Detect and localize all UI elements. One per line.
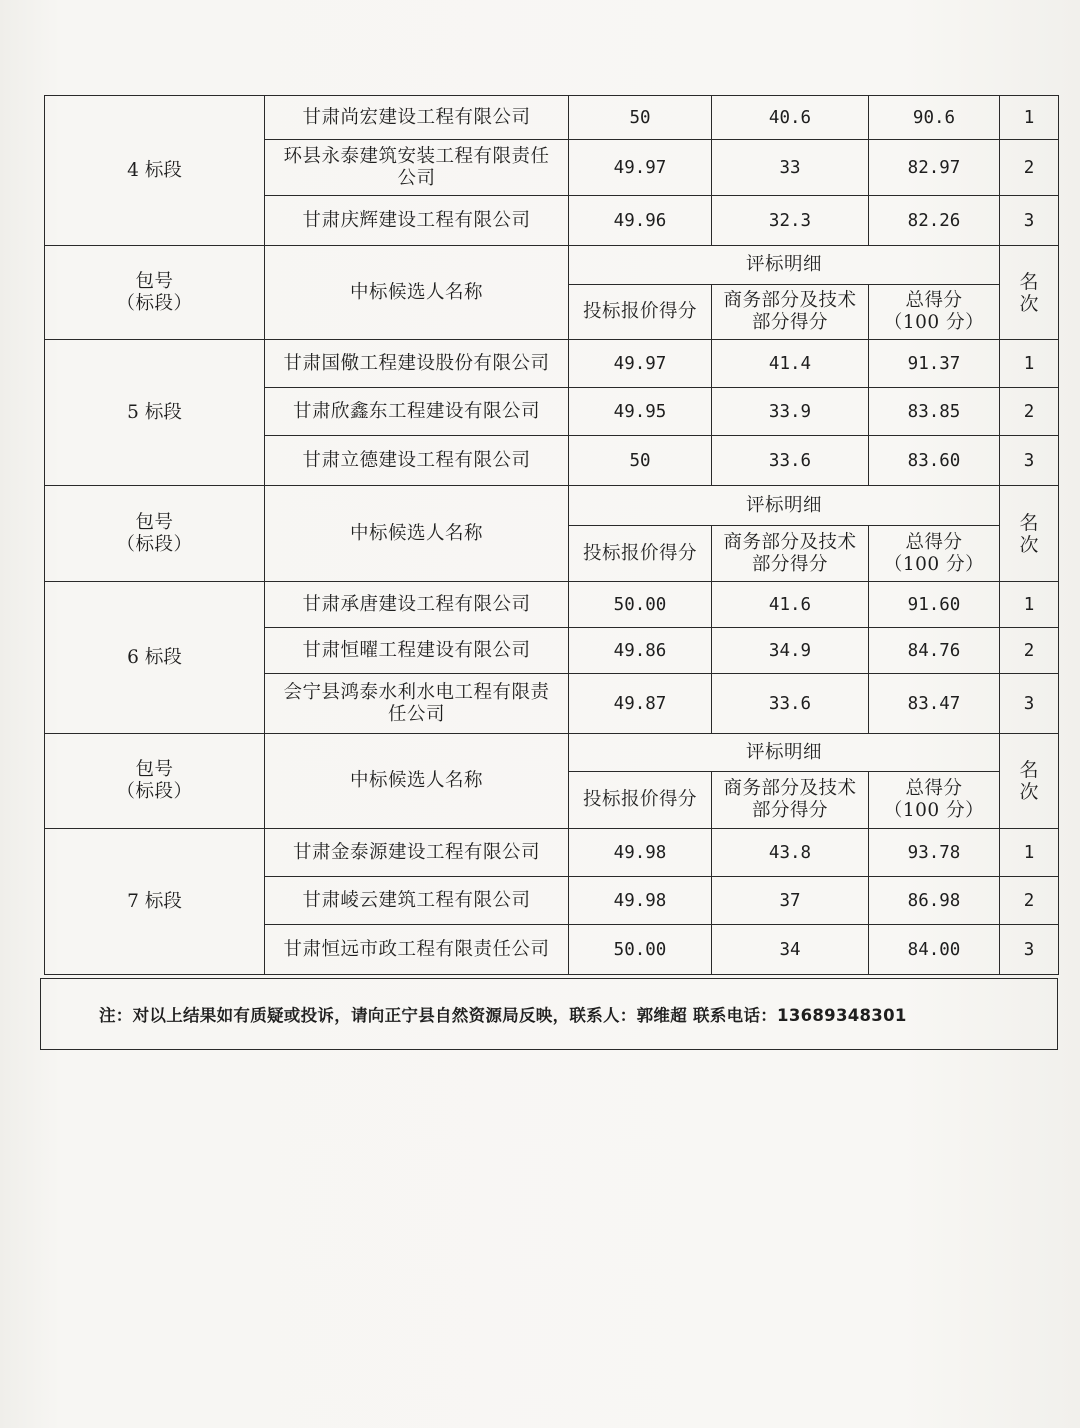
candidate-name: 甘肃金泰源建设工程有限公司 [265, 829, 569, 877]
price-score: 49.87 [569, 674, 712, 734]
business-tech-score: 34.9 [712, 628, 869, 674]
business-tech-score: 32.3 [712, 196, 869, 246]
header-row [45, 734, 1059, 772]
total-score: 84.76 [869, 628, 1000, 674]
price-score: 49.86 [569, 628, 712, 674]
candidate-name: 环县永泰建筑安装工程有限责任 公司 [265, 140, 569, 196]
table-body [45, 96, 1059, 975]
header-row [45, 486, 1059, 526]
business-tech-score: 40.6 [712, 96, 869, 140]
total-score: 83.60 [869, 436, 1000, 486]
price-score-header: 投标报价得分 [569, 526, 712, 582]
business-tech-score: 41.4 [712, 340, 869, 388]
price-score: 50.00 [569, 582, 712, 628]
candidate-header: 中标候选人名称 [265, 486, 569, 582]
price-score-header: 投标报价得分 [569, 285, 712, 340]
price-score: 50 [569, 96, 712, 140]
rank-header: 名 次 [1000, 734, 1059, 829]
business-tech-score: 41.6 [712, 582, 869, 628]
complaint-note [40, 978, 1058, 1050]
section-label: 5 标段 [45, 340, 265, 486]
total-score: 90.6 [869, 96, 1000, 140]
rank: 1 [1000, 582, 1059, 628]
note-text: 注：对以上结果如有质疑或投诉，请向正宁县自然资源局反映，联系人：郭维超 联系电话：13689348301 [99, 1006, 907, 1025]
table-row [45, 340, 1059, 388]
section-label: 4 标段 [45, 96, 265, 246]
total-score: 86.98 [869, 877, 1000, 925]
price-score: 49.98 [569, 877, 712, 925]
candidate-name: 甘肃承唐建设工程有限公司 [265, 582, 569, 628]
business-tech-score: 34 [712, 925, 869, 975]
business-tech-header: 商务部分及技术 部分得分 [712, 772, 869, 829]
business-tech-score: 37 [712, 877, 869, 925]
table-row [45, 582, 1059, 628]
candidate-name: 甘肃恒远市政工程有限责任公司 [265, 925, 569, 975]
candidate-name: 甘肃庆辉建设工程有限公司 [265, 196, 569, 246]
bid-result-table [44, 95, 1059, 975]
rank: 2 [1000, 388, 1059, 436]
header-row [45, 246, 1059, 285]
rank: 1 [1000, 829, 1059, 877]
rank: 3 [1000, 925, 1059, 975]
total-score: 82.26 [869, 196, 1000, 246]
total-score: 93.78 [869, 829, 1000, 877]
price-score-header: 投标报价得分 [569, 772, 712, 829]
package-header: 包号 （标段） [45, 734, 265, 829]
rank: 2 [1000, 877, 1059, 925]
table-row [45, 829, 1059, 877]
rank: 3 [1000, 436, 1059, 486]
rank: 3 [1000, 674, 1059, 734]
business-tech-score: 43.8 [712, 829, 869, 877]
rank: 1 [1000, 340, 1059, 388]
business-tech-score: 33 [712, 140, 869, 196]
total-score: 91.37 [869, 340, 1000, 388]
candidate-name: 甘肃恒曜工程建设有限公司 [265, 628, 569, 674]
candidate-name: 甘肃立德建设工程有限公司 [265, 436, 569, 486]
total-score: 84.00 [869, 925, 1000, 975]
total-score: 83.47 [869, 674, 1000, 734]
business-tech-header: 商务部分及技术 部分得分 [712, 285, 869, 340]
business-tech-score: 33.6 [712, 674, 869, 734]
section-label: 6 标段 [45, 582, 265, 734]
price-score: 49.97 [569, 140, 712, 196]
candidate-header: 中标候选人名称 [265, 734, 569, 829]
rank-header: 名 次 [1000, 246, 1059, 340]
rank: 2 [1000, 628, 1059, 674]
rank: 3 [1000, 196, 1059, 246]
rank: 1 [1000, 96, 1059, 140]
candidate-name: 甘肃国儆工程建设股份有限公司 [265, 340, 569, 388]
detail-header: 评标明细 [569, 486, 1000, 526]
candidate-name: 甘肃欣鑫东工程建设有限公司 [265, 388, 569, 436]
total-score: 82.97 [869, 140, 1000, 196]
candidate-header: 中标候选人名称 [265, 246, 569, 340]
business-tech-score: 33.9 [712, 388, 869, 436]
business-tech-score: 33.6 [712, 436, 869, 486]
rank-header: 名 次 [1000, 486, 1059, 582]
total-score: 91.60 [869, 582, 1000, 628]
detail-header: 评标明细 [569, 734, 1000, 772]
total-score: 83.85 [869, 388, 1000, 436]
price-score: 50.00 [569, 925, 712, 975]
total-score-header: 总得分 （100 分） [869, 772, 1000, 829]
price-score: 49.97 [569, 340, 712, 388]
rank: 2 [1000, 140, 1059, 196]
total-score-header: 总得分 （100 分） [869, 526, 1000, 582]
candidate-name: 会宁县鸿泰水利水电工程有限责 任公司 [265, 674, 569, 734]
price-score: 49.98 [569, 829, 712, 877]
candidate-name: 甘肃崚云建筑工程有限公司 [265, 877, 569, 925]
price-score: 49.95 [569, 388, 712, 436]
table-row [45, 96, 1059, 140]
business-tech-header: 商务部分及技术 部分得分 [712, 526, 869, 582]
package-header: 包号 （标段） [45, 486, 265, 582]
package-header: 包号 （标段） [45, 246, 265, 340]
price-score: 49.96 [569, 196, 712, 246]
section-label: 7 标段 [45, 829, 265, 975]
detail-header: 评标明细 [569, 246, 1000, 285]
candidate-name: 甘肃尚宏建设工程有限公司 [265, 96, 569, 140]
price-score: 50 [569, 436, 712, 486]
total-score-header: 总得分 （100 分） [869, 285, 1000, 340]
